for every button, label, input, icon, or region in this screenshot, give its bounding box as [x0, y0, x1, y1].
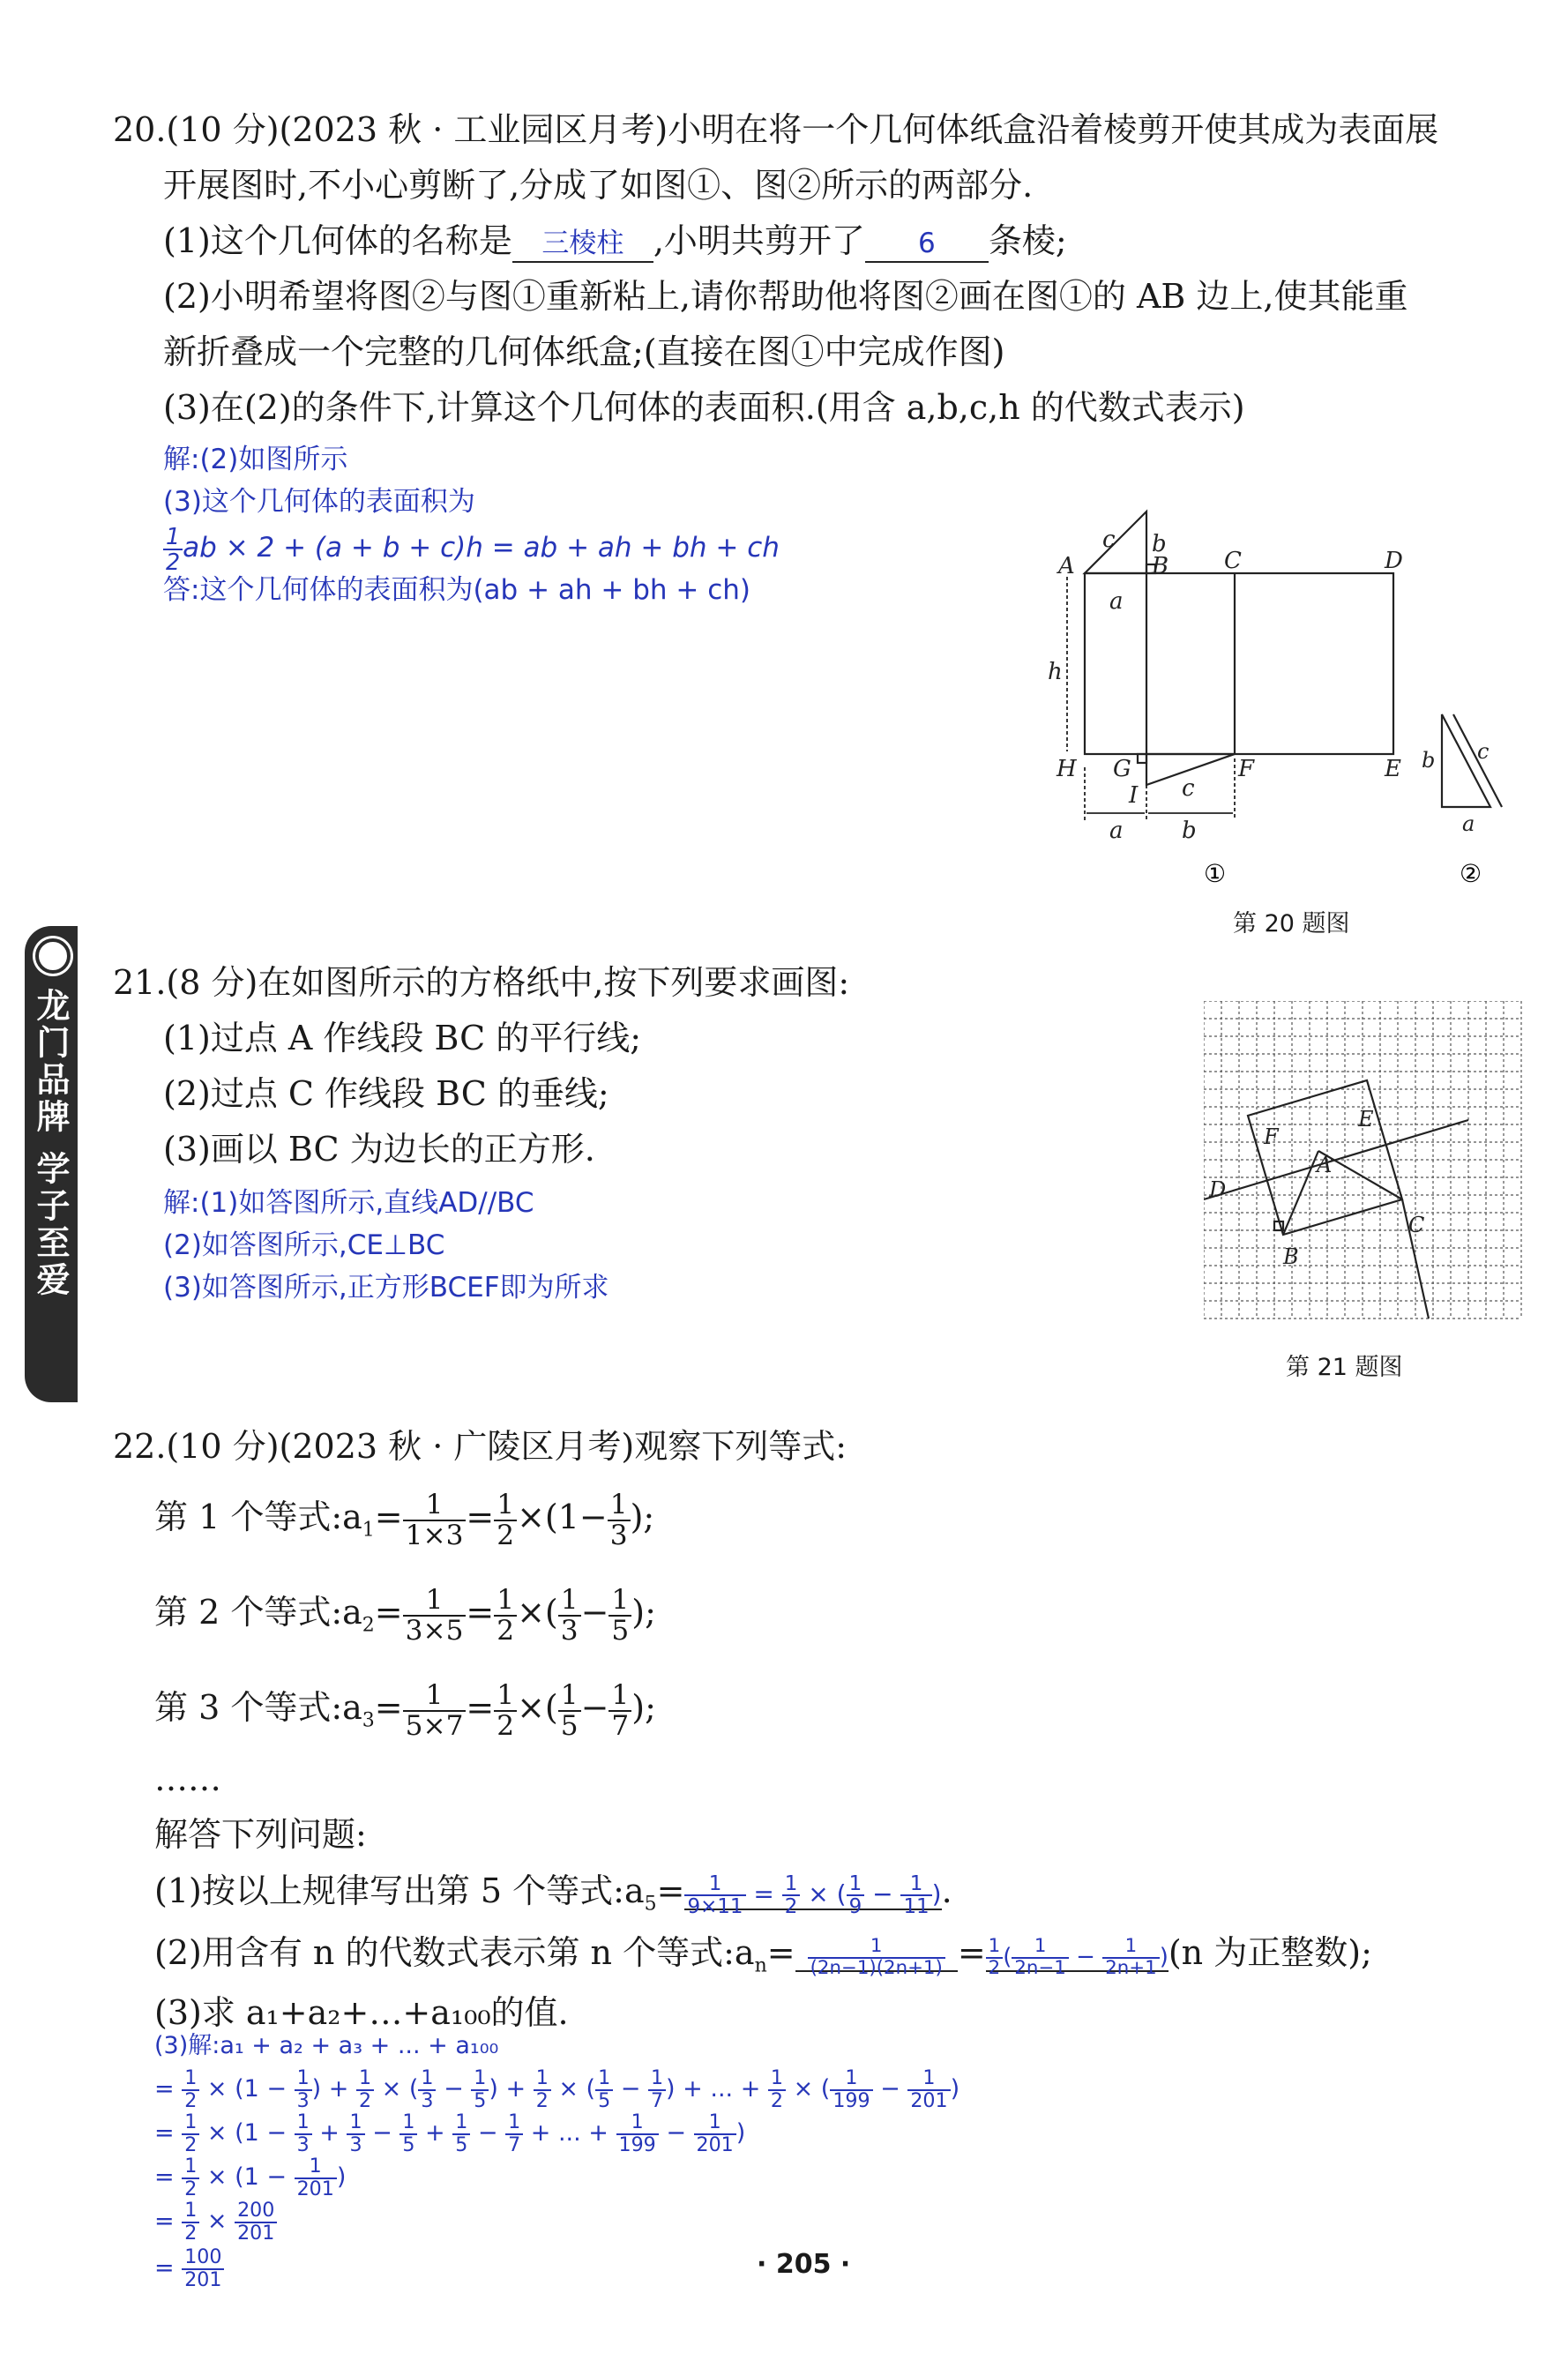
q22-solve: 解答下列问题: — [154, 1815, 367, 1854]
q20-answer-half: $\frac{1}{2}$ — [163, 525, 183, 573]
q20-answer-2: (3)这个几何体的表面积为 — [163, 486, 475, 518]
fig20-label-h: h — [1048, 659, 1063, 685]
q22-solution-5: = $\frac{100}{201}$ — [154, 2247, 224, 2290]
q20-blank-count: 6 — [865, 226, 989, 263]
q21-fig-caption: 第 21 题图 — [1286, 1354, 1403, 1381]
fig20-label-C: C — [1224, 548, 1242, 574]
fig20-label-E: E — [1385, 756, 1401, 782]
fig20-label-c-bottom: c — [1182, 775, 1195, 802]
q22-solution-2: = $\frac{1}{2}$ × (1 − $\frac{1}{3}$ + $\frac{1}{3}$ − $\frac{1}{5}$ + $\frac{1}{5}$ − $\frac{1}{7}$ + ... + $\frac{1}{199}$ − $\frac{1}{201}$ ) — [154, 2110, 746, 2156]
q22-solution-3: = $\frac{1}{2}$ × (1 − $\frac{1}{201}$ ) — [154, 2155, 347, 2200]
fig20-label-D: D — [1385, 548, 1403, 574]
fig20-label-B: B — [1152, 553, 1169, 579]
fig21-label-A: A — [1317, 1153, 1333, 1177]
q21-answer-1: 解:(1)如答图所示,直线AD//BC — [163, 1187, 534, 1219]
q22-eq2: 第 2 个等式$:a_2=$ $\frac{1}{3\times 5}$ = $\frac{1}{2}$ ×( $\frac{1}{3}$ − $\frac{1}{5}$ ); — [154, 1583, 656, 1647]
q20-fig-caption: 第 20 题图 — [1233, 910, 1350, 937]
fig20-fig1-label: ① — [1204, 859, 1227, 888]
fig20-label-b-top: b — [1152, 531, 1167, 557]
fig21-label-D: D — [1209, 1177, 1227, 1202]
page-number: · 205 · — [757, 2249, 851, 2280]
q22-dots: …… — [154, 1759, 221, 1798]
q20-part1 — [163, 213, 1067, 269]
side-tab — [25, 926, 78, 1402]
q21-answer-3: (3)如答图所示,正方形BCEF即为所求 — [163, 1272, 609, 1304]
q20-line1: 20.(10 分)(2023 秋 · 工业园区月考)小明在将一个几何体纸盒沿着棱剪开使其成为表面展 — [113, 110, 1439, 149]
q20-p1-c: 条棱; — [988, 221, 1067, 260]
q21-part1: (1)过点 A 作线段 BC 的平行线; — [163, 1019, 642, 1057]
side-tab-text: 龙门品牌 学子至爱 — [31, 988, 70, 1300]
fig20-fig2-label: ② — [1460, 859, 1482, 888]
q21-line1: 21.(8 分)在如图所示的方格纸中,按下列要求画图: — [113, 963, 850, 1002]
fig21-label-B: B — [1283, 1244, 1299, 1269]
q22-solution-4: = $\frac{1}{2}$ × $\frac{200}{201}$ — [154, 2200, 277, 2244]
q22-solution-0: (3)解:a₁ + a₂ + a₃ + ... + a₁₀₀ — [154, 2032, 499, 2059]
q21-answer-2: (2)如答图所示,CE⊥BC — [163, 1229, 445, 1261]
q20-answer-3: $\frac{1}{2}$ ab × 2 + (a + b + c)h = ab + ah + bh + ch — [163, 525, 780, 573]
q20-part2-a: (2)小明希望将图②与图①重新粘上,请你帮助他将图②画在图①的 AB 边上,使其能重 — [163, 277, 1408, 316]
q22-line1: 22.(10 分)(2023 秋 · 广陵区月考)观察下列等式: — [113, 1427, 847, 1466]
q21-part2: (2)过点 C 作线段 BC 的垂线; — [163, 1074, 609, 1113]
q20-p1-a: (1)这个几何体的名称是 — [163, 221, 512, 260]
q20-answer-4: 答:这个几何体的表面积为(ab + ah + bh + ch) — [163, 574, 751, 606]
q20-part2-b: 新折叠成一个完整的几何体纸盒;(直接在图①中完成作图) — [163, 332, 1005, 371]
fig20-label-c-top: c — [1102, 527, 1116, 553]
q20-figure — [1041, 503, 1534, 900]
fig20-net-outer — [1085, 573, 1393, 754]
q22-eq1: 第 1 个等式$:a_1=$ $\frac{1}{1\times 3}$ = $\frac{1}{2}$ ×(1− $\frac{1}{3}$ ); — [154, 1488, 655, 1551]
fig21-label-F: F — [1264, 1124, 1279, 1149]
q22-part3: (3)求 a₁+a₂+…+a₁₀₀的值. — [154, 1993, 569, 2032]
fig21-line-ab — [1283, 1151, 1318, 1235]
fig20-label-b-bottom: b — [1182, 818, 1197, 844]
side-tab-dot-icon — [35, 938, 71, 974]
q20-blank-name: 三棱柱 — [512, 226, 653, 263]
q20-p1-b: ,小明共剪开了 — [653, 221, 865, 260]
fig2-label-c: c — [1477, 739, 1490, 764]
fig20-label-I: I — [1129, 782, 1139, 809]
fig20-top-triangle — [1085, 512, 1146, 573]
q22-part2-answer-b: $\frac{1}{2}$ ( $\frac{1}{2n-1}$ − $\frac{1}{2n+1}$ ) — [986, 1944, 1169, 1972]
q22-solution-1: = $\frac{1}{2}$ × (1 − $\frac{1}{3}$ ) + $\frac{1}{2}$ × ( $\frac{1}{3}$ − $\frac{1}{5}$ ) + $\frac{1}{2}$ × ( $\frac{1}{5}$ − $\frac{1}{7}$ ) + ... + $\frac{1}{2}$ × ( $\frac{1}{199}$ − $\frac{1}{201}$ ) — [154, 2066, 960, 2112]
fig20-label-A: A — [1058, 553, 1075, 579]
q21-figure — [1204, 1001, 1530, 1327]
q20-answer-1: 解:(2)如图所示 — [163, 444, 348, 475]
q22-part1: (1)按以上规律写出第 5 个等式$:a_5=$ $\frac{1}{9\times 11}$ = $\frac{1}{2}$ × ( $\frac{1}{9}$ − $\frac{1}{11}$ ). — [154, 1871, 952, 1918]
q22-part2-answer-a: $\frac{1}{(2n-1)(2n+1)}$ — [795, 1944, 958, 1972]
fig21-label-E: E — [1358, 1107, 1374, 1132]
fig20-label-F: F — [1238, 756, 1255, 782]
fig20-label-G: G — [1113, 756, 1131, 782]
q21-part3: (3)画以 BC 为边长的正方形. — [163, 1130, 595, 1169]
fig20-label-H: H — [1057, 756, 1077, 782]
fig20-label-a-top: a — [1109, 588, 1124, 615]
q20-part3: (3)在(2)的条件下,计算这个几何体的表面积.(用含 a,b,c,h 的代数式表示) — [163, 388, 1245, 427]
q20-line2: 开展图时,不小心剪断了,分成了如图①、图②所示的两部分. — [163, 166, 1034, 205]
q22-part2: (2)用含有 n 的代数式表示第 n 个等式$:a_n=$ $\frac{1}{(2n-1)(2n+1)}$ = $\frac{1}{2}$ ( $\frac{1}{2n-1}$ − $\frac{1}{2n+1}$ )(n 为正整数); — [154, 1933, 1372, 1979]
fig2-label-a: a — [1462, 811, 1475, 836]
fig20-label-a-bottom: a — [1109, 818, 1124, 844]
fig21-label-C: C — [1408, 1213, 1425, 1237]
q22-eq3: 第 3 个等式$:a_3=$ $\frac{1}{5\times 7}$ = $\frac{1}{2}$ ×( $\frac{1}{5}$ − $\frac{1}{7}$ ); — [154, 1678, 656, 1742]
fig20-right-angle-bottom — [1138, 754, 1146, 763]
q22-part1-answer: $\frac{1}{9\times 11}$ = $\frac{1}{2}$ × ( $\frac{1}{9}$ − $\frac{1}{11}$ ) — [684, 1879, 941, 1910]
fig2-label-b: b — [1422, 748, 1436, 773]
